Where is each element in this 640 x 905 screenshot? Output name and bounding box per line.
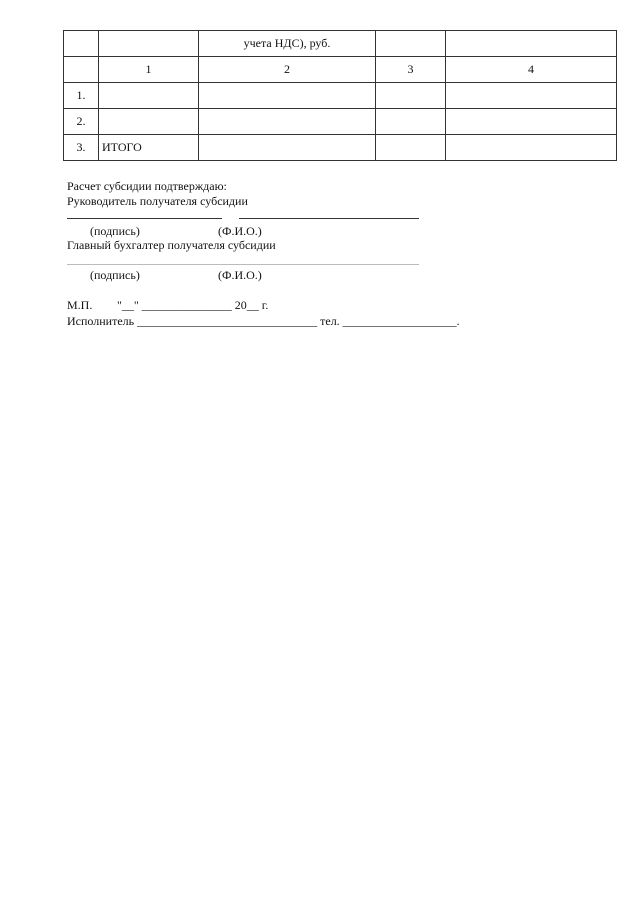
table-cell: [376, 83, 446, 109]
header-cell: [99, 31, 199, 57]
table-cell: [376, 109, 446, 135]
table-row: [64, 135, 617, 161]
header-cell: [376, 31, 446, 57]
number-cell: 1: [99, 57, 199, 83]
total-label-cell: ИТОГО: [99, 135, 199, 161]
table-cell: [376, 135, 446, 161]
stamp-label: М.П.: [67, 298, 93, 312]
accountant-fio-line: [222, 264, 419, 265]
table-cell: [99, 109, 199, 135]
confirm-line: Расчет субсидии подтверждаю:: [67, 179, 227, 193]
accountant-fio-caption: (Ф.И.О.): [218, 268, 262, 282]
row-number-cell: 2.: [64, 109, 99, 135]
number-cell: [64, 57, 99, 83]
head-fio-line: [239, 218, 419, 219]
header-cell: [64, 31, 99, 57]
number-cell: 2: [199, 57, 376, 83]
row-number-cell: 3.: [64, 135, 99, 161]
head-title: Руководитель получателя субсидии: [67, 194, 248, 208]
table-row: [64, 83, 617, 109]
table-row: [64, 109, 617, 135]
table-cell: [446, 135, 617, 161]
header-cell: учета НДС), руб.: [199, 31, 376, 57]
head-signature-caption: (подпись): [90, 224, 140, 238]
accountant-title: Главный бухгалтер получателя субсидии: [67, 238, 276, 252]
date-field: "__" _______________ 20__ г.: [117, 298, 269, 312]
header-cell: [446, 31, 617, 57]
table-cell: [446, 109, 617, 135]
subsidy-table: [63, 30, 617, 161]
table-number-row: [64, 57, 617, 83]
executor-line: Исполнитель ______________________________ тел. ___________________.: [67, 314, 460, 328]
table-cell: [199, 109, 376, 135]
head-signature-line: [67, 218, 222, 219]
table-header-row: [64, 31, 617, 57]
head-fio-caption: (Ф.И.О.): [218, 224, 262, 238]
accountant-signature-caption: (подпись): [90, 268, 140, 282]
table-cell: [199, 83, 376, 109]
table-cell: [99, 83, 199, 109]
accountant-signature-line: [67, 264, 222, 265]
table-cell: [199, 135, 376, 161]
number-cell: 3: [376, 57, 446, 83]
number-cell: 4: [446, 57, 617, 83]
row-number-cell: 1.: [64, 83, 99, 109]
table-cell: [446, 83, 617, 109]
